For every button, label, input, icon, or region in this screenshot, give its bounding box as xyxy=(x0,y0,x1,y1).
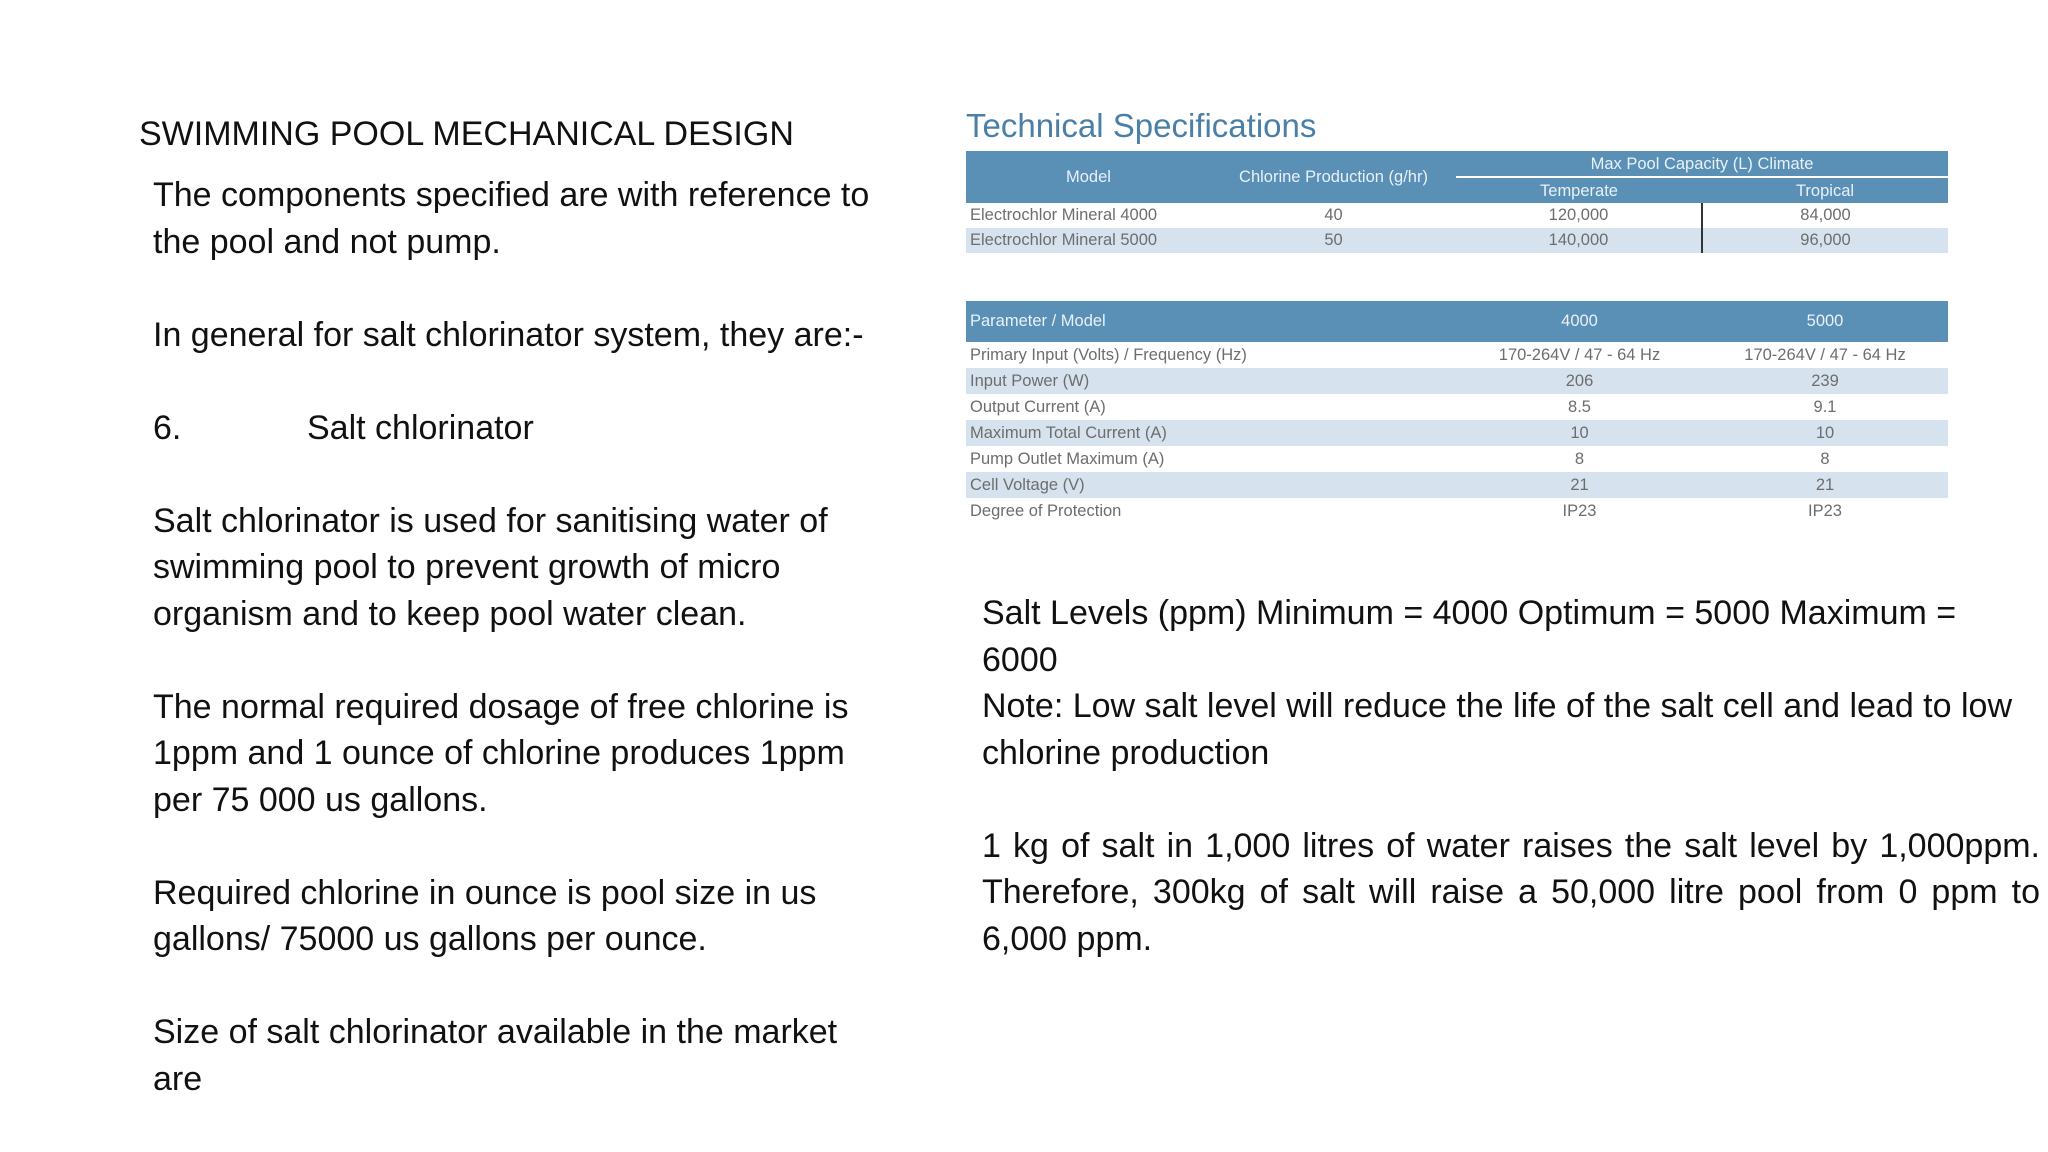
table-row xyxy=(966,498,1948,524)
parameter-cell: Output Current (A) xyxy=(970,397,1106,416)
temperate-cell: 140,000 xyxy=(1456,228,1702,253)
value-5000-cell: 170-264V / 47 - 64 Hz xyxy=(1744,345,1906,364)
dosage-paragraph: The normal required dosage of free chlorine is 1ppm and 1 ounce of chlorine produces 1ppm per 75 000 us gallons. xyxy=(153,687,849,819)
header-4000: 4000 xyxy=(1457,301,1702,342)
value-5000-cell: 8 xyxy=(1820,449,1830,468)
parameter-cell: Maximum Total Current (A) xyxy=(966,420,1457,446)
parameter-table xyxy=(966,301,1948,524)
tropical-cell: 84,000 xyxy=(1702,203,1948,228)
value-4000-cell: 8 xyxy=(1574,449,1585,468)
model-cell: Electrochlor Mineral 4000 xyxy=(970,206,1158,224)
production-cell: 40 xyxy=(1324,206,1343,224)
capacity-table-header xyxy=(966,151,1948,177)
salt-ratio-text: 1 kg of salt in 1,000 litres of water raises the salt level by 1,000ppm. Therefore, 300kg of salt will raise a 50,000 litre pool from 0 ppm to 6,000 ppm. xyxy=(982,826,2040,958)
left-text-column xyxy=(153,172,893,1149)
table-row xyxy=(966,394,1948,420)
required-chlorine-paragraph: Required chlorine in ounce is pool size in us gallons/ 75000 us gallons per ounce. xyxy=(153,873,817,958)
header-temperate: Temperate xyxy=(1456,177,1702,203)
production-cell: 50 xyxy=(1211,228,1456,253)
item-label: Salt chlorinator xyxy=(307,408,534,447)
capacity-table xyxy=(966,151,1948,253)
parameter-cell: Pump Outlet Maximum (A) xyxy=(970,449,1165,468)
value-5000-cell: 10 xyxy=(1702,420,1948,446)
value-4000-cell: 21 xyxy=(1457,472,1702,498)
tropical-cell: 96,000 xyxy=(1702,228,1948,253)
header-capacity: Max Pool Capacity (L) Climate xyxy=(1456,151,1948,177)
market-sizes-paragraph: Size of salt chlorinator available in the market are xyxy=(153,1013,838,1098)
spec-heading: Technical Specifications xyxy=(966,107,1317,144)
chlorinator-description: Salt chlorinator is used for sanitising water of swimming pool to prevent growth of micro organism and to keep pool water clean. xyxy=(153,501,828,633)
salt-levels-text: Salt Levels (ppm) Minimum = 4000 Optimum = 5000 Maximum = 6000 xyxy=(982,594,1957,679)
table-row xyxy=(966,368,1948,394)
header-5000: 5000 xyxy=(1702,301,1948,342)
temperate-cell: 120,000 xyxy=(1548,206,1609,224)
value-4000-cell: 206 xyxy=(1457,368,1702,394)
value-5000-cell: 239 xyxy=(1702,368,1948,394)
parameter-cell: Degree of Protection xyxy=(970,501,1122,520)
parameter-cell: Cell Voltage (V) xyxy=(966,472,1457,498)
value-5000-cell: 21 xyxy=(1702,472,1948,498)
table-row xyxy=(966,420,1948,446)
numbered-item xyxy=(153,405,893,452)
value-4000-cell: 8.5 xyxy=(1568,397,1591,416)
intro-paragraph: The components specified are with reference to the pool and not pump. xyxy=(153,176,870,261)
table-row xyxy=(966,228,1948,253)
slide-title: SWIMMING POOL MECHANICAL DESIGN xyxy=(139,115,794,153)
right-text-column xyxy=(982,590,2040,1009)
model-cell: Electrochlor Mineral 5000 xyxy=(966,228,1211,253)
parameter-cell: Primary Input (Volts) / Frequency (Hz) xyxy=(970,345,1247,364)
value-5000-cell: 9.1 xyxy=(1813,397,1837,416)
value-4000-cell: 170-264V / 47 - 64 Hz xyxy=(1498,345,1661,364)
item-number: 6. xyxy=(153,408,182,447)
parameter-cell: Input Power (W) xyxy=(966,368,1457,394)
value-5000-cell: IP23 xyxy=(1808,501,1842,520)
general-paragraph: In general for salt chlorinator system, they are:- xyxy=(153,315,864,354)
table-row xyxy=(966,342,1948,368)
value-4000-cell: 10 xyxy=(1457,420,1702,446)
parameter-table-header xyxy=(966,301,1948,342)
salt-note-text: Note: Low salt level will reduce the life of the salt cell and lead to low chlorine production xyxy=(982,687,2012,772)
header-model: Model xyxy=(966,151,1211,203)
table-row xyxy=(966,203,1948,228)
value-4000-cell: IP23 xyxy=(1562,501,1597,520)
header-production: Chlorine Production (g/hr) xyxy=(1211,151,1456,203)
header-tropical: Tropical xyxy=(1702,177,1948,203)
header-parameter: Parameter / Model xyxy=(966,301,1457,342)
table-row xyxy=(966,446,1948,472)
table-row xyxy=(966,472,1948,498)
